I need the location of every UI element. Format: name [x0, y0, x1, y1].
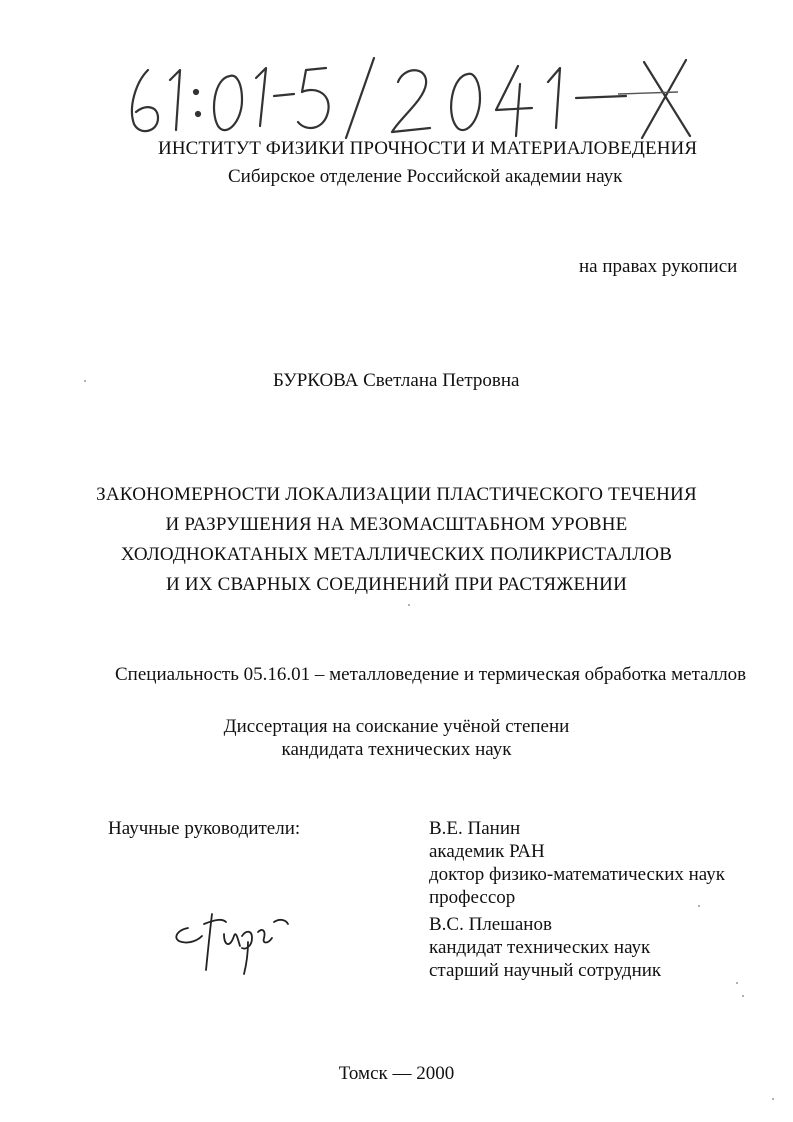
title-line-4: И ИХ СВАРНЫХ СОЕДИНЕНИЙ ПРИ РАСТЯЖЕНИИ [165, 574, 628, 595]
manuscript-note: на правах рукописи [579, 256, 738, 277]
city-year: Томск — 2000 [338, 1063, 455, 1084]
handwritten-archive-code [118, 52, 698, 142]
supervisors-label: Научные руководители: [108, 818, 301, 839]
scan-speck [408, 604, 410, 606]
title-line-3: ХОЛОДНОКАТАНЫХ МЕТАЛЛИЧЕСКИХ ПОЛИКРИСТАЛЛОВ [120, 544, 673, 565]
supervisor-2 [429, 913, 661, 982]
scan-speck [84, 380, 86, 382]
supervisor-1-name: В.Е. Панин [429, 818, 521, 839]
supervisor-2-title-2: старший научный сотрудник [429, 960, 662, 981]
supervisor-2-name: В.С. Плешанов [429, 914, 552, 935]
title-line-1: ЗАКОНОМЕРНОСТИ ЛОКАЛИЗАЦИИ ПЛАСТИЧЕСКОГО ТЕЧЕНИЯ [96, 484, 697, 505]
supervisor-1 [429, 817, 725, 909]
scan-speck [772, 1098, 774, 1100]
title-line-2: И РАЗРУШЕНИЯ НА МЕЗОМАСШТАБНОМ УРОВНЕ [165, 514, 628, 535]
division-name: Сибирское отделение Российской академии наук [228, 166, 623, 187]
scan-speck [698, 905, 700, 907]
degree-line-1: Диссертация на соискание учёной степени [223, 716, 570, 737]
supervisor-1-title-1: академик РАН [429, 841, 545, 862]
institute-name: ИНСТИТУТ ФИЗИКИ ПРОЧНОСТИ И МАТЕРИАЛОВЕДЕНИЯ [158, 138, 698, 159]
signature [168, 900, 298, 980]
scan-speck [742, 995, 744, 997]
degree-line-2: кандидата технических наук [281, 739, 512, 760]
supervisor-2-title-1: кандидат технических наук [429, 937, 651, 958]
author-name: БУРКОВА Светлана Петровна [273, 370, 520, 391]
supervisor-1-title-3: профессор [429, 887, 516, 908]
scan-speck [736, 982, 738, 984]
specialty-line: Специальность 05.16.01 – металловедение и термическая обработка металлов [115, 664, 747, 685]
supervisor-1-title-2: доктор физико-математических наук [429, 864, 725, 885]
